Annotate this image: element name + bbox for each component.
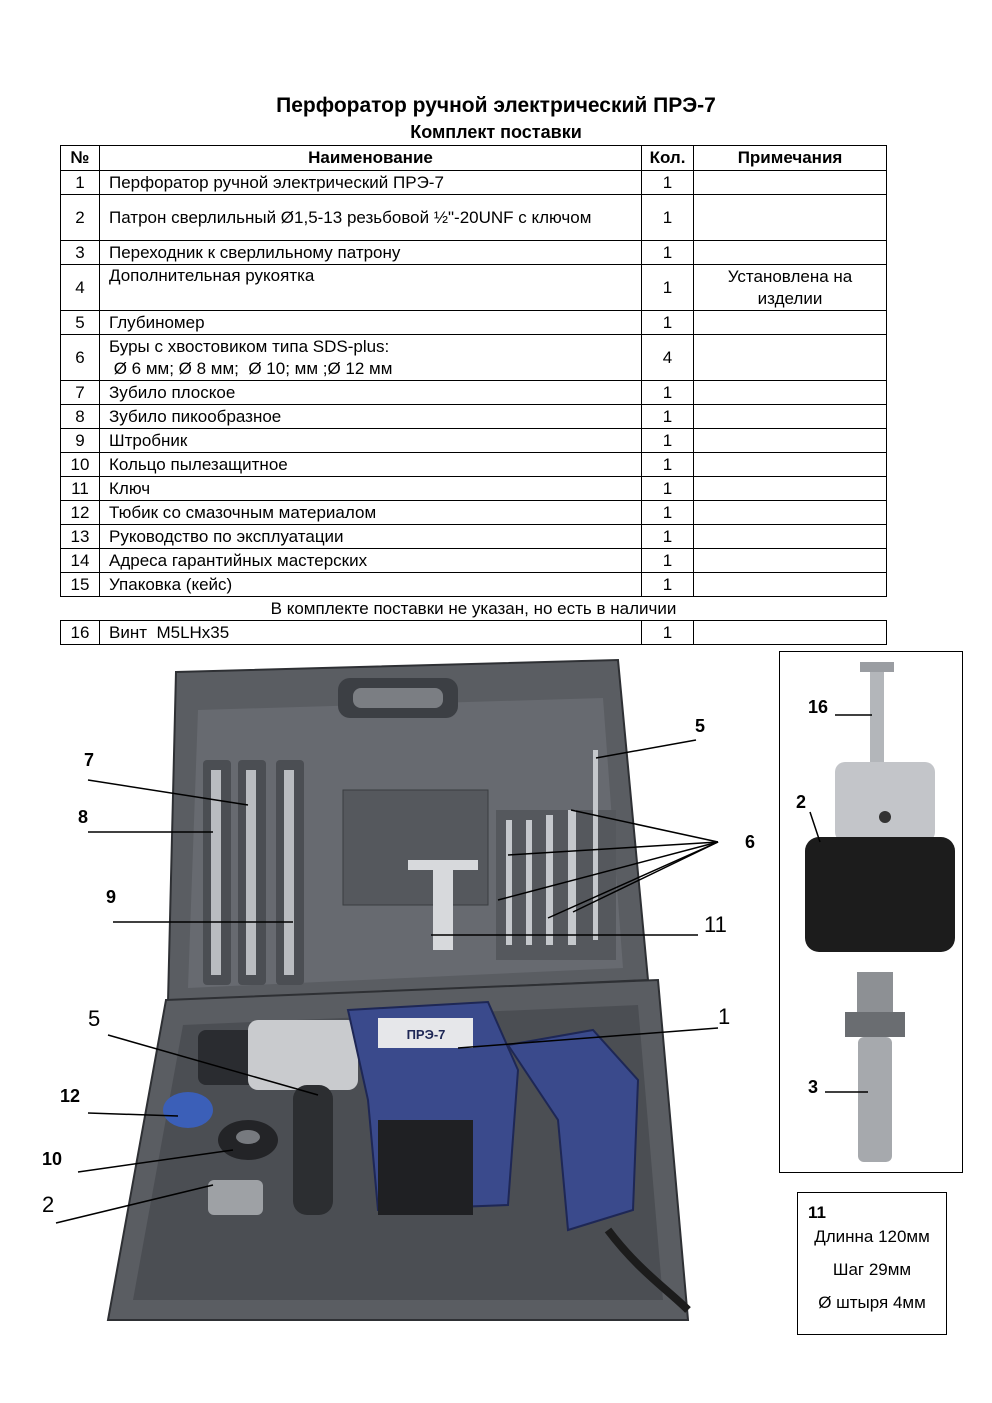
row-name: Кольцо пылезащитное [100, 453, 642, 477]
key-spec-box [797, 1192, 947, 1335]
row-name: Ключ [100, 477, 642, 501]
row-qty: 1 [642, 241, 694, 265]
drill-chuck [208, 1180, 263, 1215]
row-qty: 1 [642, 501, 694, 525]
row-name-line2: Ø 6 мм; Ø 8 мм; Ø 10; мм ;Ø 12 мм [109, 358, 393, 378]
label-10: 10 [42, 1149, 63, 1169]
drill-bit [526, 820, 532, 945]
label-3: 3 [808, 1077, 819, 1097]
col-qty-header: Кол. [642, 146, 694, 171]
row-name: Упаковка (кейс) [100, 573, 642, 597]
chuck-top [835, 762, 935, 842]
separator-text: В комплекте поставки не указан, но есть в наличии [61, 597, 887, 621]
row-note [694, 429, 887, 453]
tool-case-photo [42, 650, 760, 1330]
row-note [694, 621, 887, 645]
row-name: Переходник к сверлильному патрону [100, 241, 642, 265]
row-number: 8 [61, 405, 100, 429]
depth-gauge [593, 750, 598, 940]
row-number: 12 [61, 501, 100, 525]
chuck-sleeve [805, 837, 955, 952]
hammer-model-text: ПРЭ-7 [406, 1027, 446, 1042]
table-row [61, 311, 887, 335]
row-qty: 1 [642, 265, 694, 311]
drill-bit [506, 820, 512, 945]
row-number: 14 [61, 549, 100, 573]
table-row [61, 477, 887, 501]
pointed-chisel [246, 770, 256, 975]
row-number: 11 [61, 477, 100, 501]
row-name: Руководство по эксплуатации [100, 525, 642, 549]
row-note [694, 335, 887, 381]
row-number: 1 [61, 171, 100, 195]
page-title: Перфоратор ручной электрический ПРЭ-7 [276, 94, 716, 117]
row-name: Адреса гарантийных мастерских [100, 549, 642, 573]
row-note [694, 477, 887, 501]
table-separator-row [61, 597, 887, 621]
col-number-header: № [61, 146, 100, 171]
row-number: 2 [61, 195, 100, 241]
case-handle-hole [353, 688, 443, 708]
key-spec-length: Длинна 120мм [814, 1227, 930, 1246]
row-note [694, 549, 887, 573]
drill-bit [568, 810, 576, 945]
delivery-kit-table [60, 145, 887, 645]
key-spec-step: Шаг 29мм [832, 1260, 912, 1279]
table-row [61, 621, 887, 645]
row-name: Штробник [100, 429, 642, 453]
dust-ring-hole [236, 1130, 260, 1144]
page-subtitle: Комплект поставки [410, 122, 582, 142]
row-number: 10 [61, 453, 100, 477]
label-9: 9 [106, 887, 117, 907]
row-name: Дополнительная рукоятка [100, 265, 642, 311]
key-spec-pin: Ø штыря 4мм [818, 1293, 926, 1312]
label-8: 8 [78, 807, 89, 827]
row-qty: 1 [642, 381, 694, 405]
row-qty: 1 [642, 195, 694, 241]
table-row [61, 265, 887, 311]
row-name [100, 335, 642, 381]
row-name: Зубило плоское [100, 381, 642, 405]
row-note [694, 381, 887, 405]
table-row [61, 525, 887, 549]
row-note: Установлена на изделии [694, 265, 887, 311]
label-2: 2 [42, 1192, 55, 1217]
chuck-adapter-photo [779, 651, 963, 1173]
row-number: 7 [61, 381, 100, 405]
label-12: 12 [60, 1086, 81, 1106]
row-note [694, 501, 887, 525]
row-name: Перфоратор ручной электрический ПРЭ-7 [100, 171, 642, 195]
side-handle [293, 1085, 333, 1215]
table-row [61, 573, 887, 597]
groove-chisel [284, 770, 294, 975]
row-name-line1: Буры с хвостовиком типа SDS-plus: [109, 336, 390, 356]
row-name: Патрон сверлильный Ø1,5-13 резьбовой ½"-20UNF с ключом [100, 195, 642, 241]
row-number: 3 [61, 241, 100, 265]
row-note [694, 453, 887, 477]
label-11: 11 [704, 912, 727, 937]
table-header-row [61, 146, 887, 171]
row-note [694, 241, 887, 265]
row-note [694, 171, 887, 195]
chuck-key-hole [879, 811, 891, 823]
row-qty: 1 [642, 453, 694, 477]
row-name: Глубиномер [100, 311, 642, 335]
screw-head [860, 662, 894, 672]
label-side-2: 2 [796, 792, 807, 812]
row-qty: 1 [642, 549, 694, 573]
table-row [61, 241, 887, 265]
table-row [61, 335, 887, 381]
adapter-thread [857, 972, 893, 1012]
key-spec-number: 11 [808, 1203, 826, 1222]
row-name: Винт M5LHx35 [100, 621, 642, 645]
label-5: 5 [88, 1006, 101, 1031]
table-row [61, 501, 887, 525]
row-qty: 1 [642, 477, 694, 501]
row-qty: 1 [642, 405, 694, 429]
table-row [61, 549, 887, 573]
leader-side-2 [810, 812, 820, 842]
table-row [61, 429, 887, 453]
table-row [61, 405, 887, 429]
manual-plate [343, 790, 488, 905]
row-number: 13 [61, 525, 100, 549]
label-1: 1 [718, 1004, 731, 1029]
table-row [61, 453, 887, 477]
row-number: 5 [61, 311, 100, 335]
row-note [694, 311, 887, 335]
row-note [694, 405, 887, 429]
screw-shaft [870, 672, 884, 767]
row-qty: 1 [642, 525, 694, 549]
row-qty: 1 [642, 573, 694, 597]
row-note [694, 525, 887, 549]
col-note-header: Примечания [694, 146, 887, 171]
hammer-motor [378, 1120, 473, 1215]
row-qty: 1 [642, 621, 694, 645]
row-note [694, 195, 887, 241]
table-row [61, 171, 887, 195]
table-row [61, 381, 887, 405]
row-qty: 4 [642, 335, 694, 381]
row-qty: 1 [642, 311, 694, 335]
col-name-header: Наименование [100, 146, 642, 171]
table-row [61, 195, 887, 241]
label-5-top: 5 [695, 716, 706, 736]
row-note [694, 573, 887, 597]
label-16: 16 [808, 697, 829, 717]
row-number: 4 [61, 265, 100, 311]
adapter-nut [845, 1012, 905, 1037]
row-number: 9 [61, 429, 100, 453]
label-7: 7 [84, 750, 95, 770]
grease-tube [163, 1092, 213, 1128]
adapter-shank [858, 1037, 892, 1162]
row-number: 15 [61, 573, 100, 597]
label-6: 6 [745, 832, 756, 852]
row-qty: 1 [642, 429, 694, 453]
row-number: 6 [61, 335, 100, 381]
row-name: Зубило пикообразное [100, 405, 642, 429]
row-qty: 1 [642, 171, 694, 195]
row-name: Тюбик со смазочным материалом [100, 501, 642, 525]
row-number: 16 [61, 621, 100, 645]
drill-bit [546, 815, 553, 945]
